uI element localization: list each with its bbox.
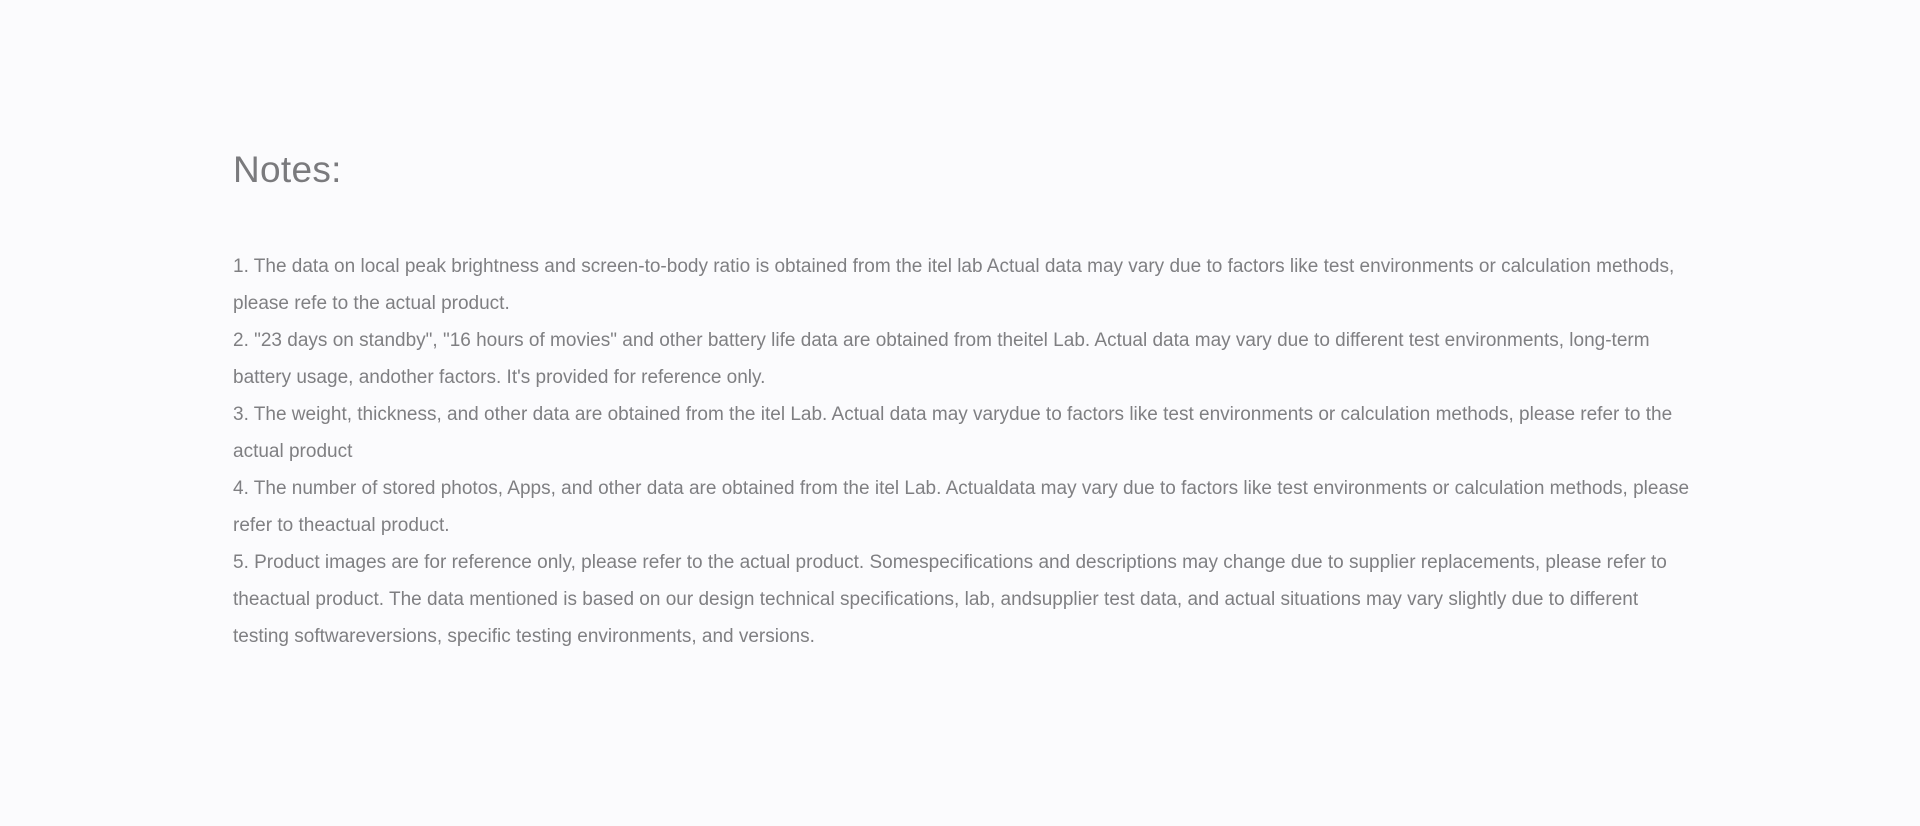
notes-section [233,146,1693,655]
note-item: 2. "23 days on standby", "16 hours of movies" and other battery life data are obtained from theitel Lab. Actual data may vary due to different test environments, long-term battery usage, andother factors. It's provided for reference only. [233,330,1650,388]
note-item: 1. The data on local peak brightness and screen-to-body ratio is obtained from the itel lab Actual data may vary due to factors like test environments or calculation methods, please refe to the actual product. [233,256,1675,314]
note-item: 5. Product images are for reference only, please refer to the actual product. Somespecifications and descriptions may change due to supplier replacements, please refer to theactual product. The data mentioned is based on our design technical specifications, lab, andsupplier test data, and actual situations may vary slightly due to different testing softwareversions, specific testing environments, and versions. [233,552,1667,647]
notes-list [233,248,1693,655]
note-item: 4. The number of stored photos, Apps, and other data are obtained from the itel Lab. Actualdata may vary due to factors like test environments or calculation methods, please refer to theactual product. [233,478,1690,536]
notes-title: Notes: [233,149,342,190]
note-item: 3. The weight, thickness, and other data are obtained from the itel Lab. Actual data may varydue to factors like test environments or calculation methods, please refer to the actual product [233,404,1673,462]
